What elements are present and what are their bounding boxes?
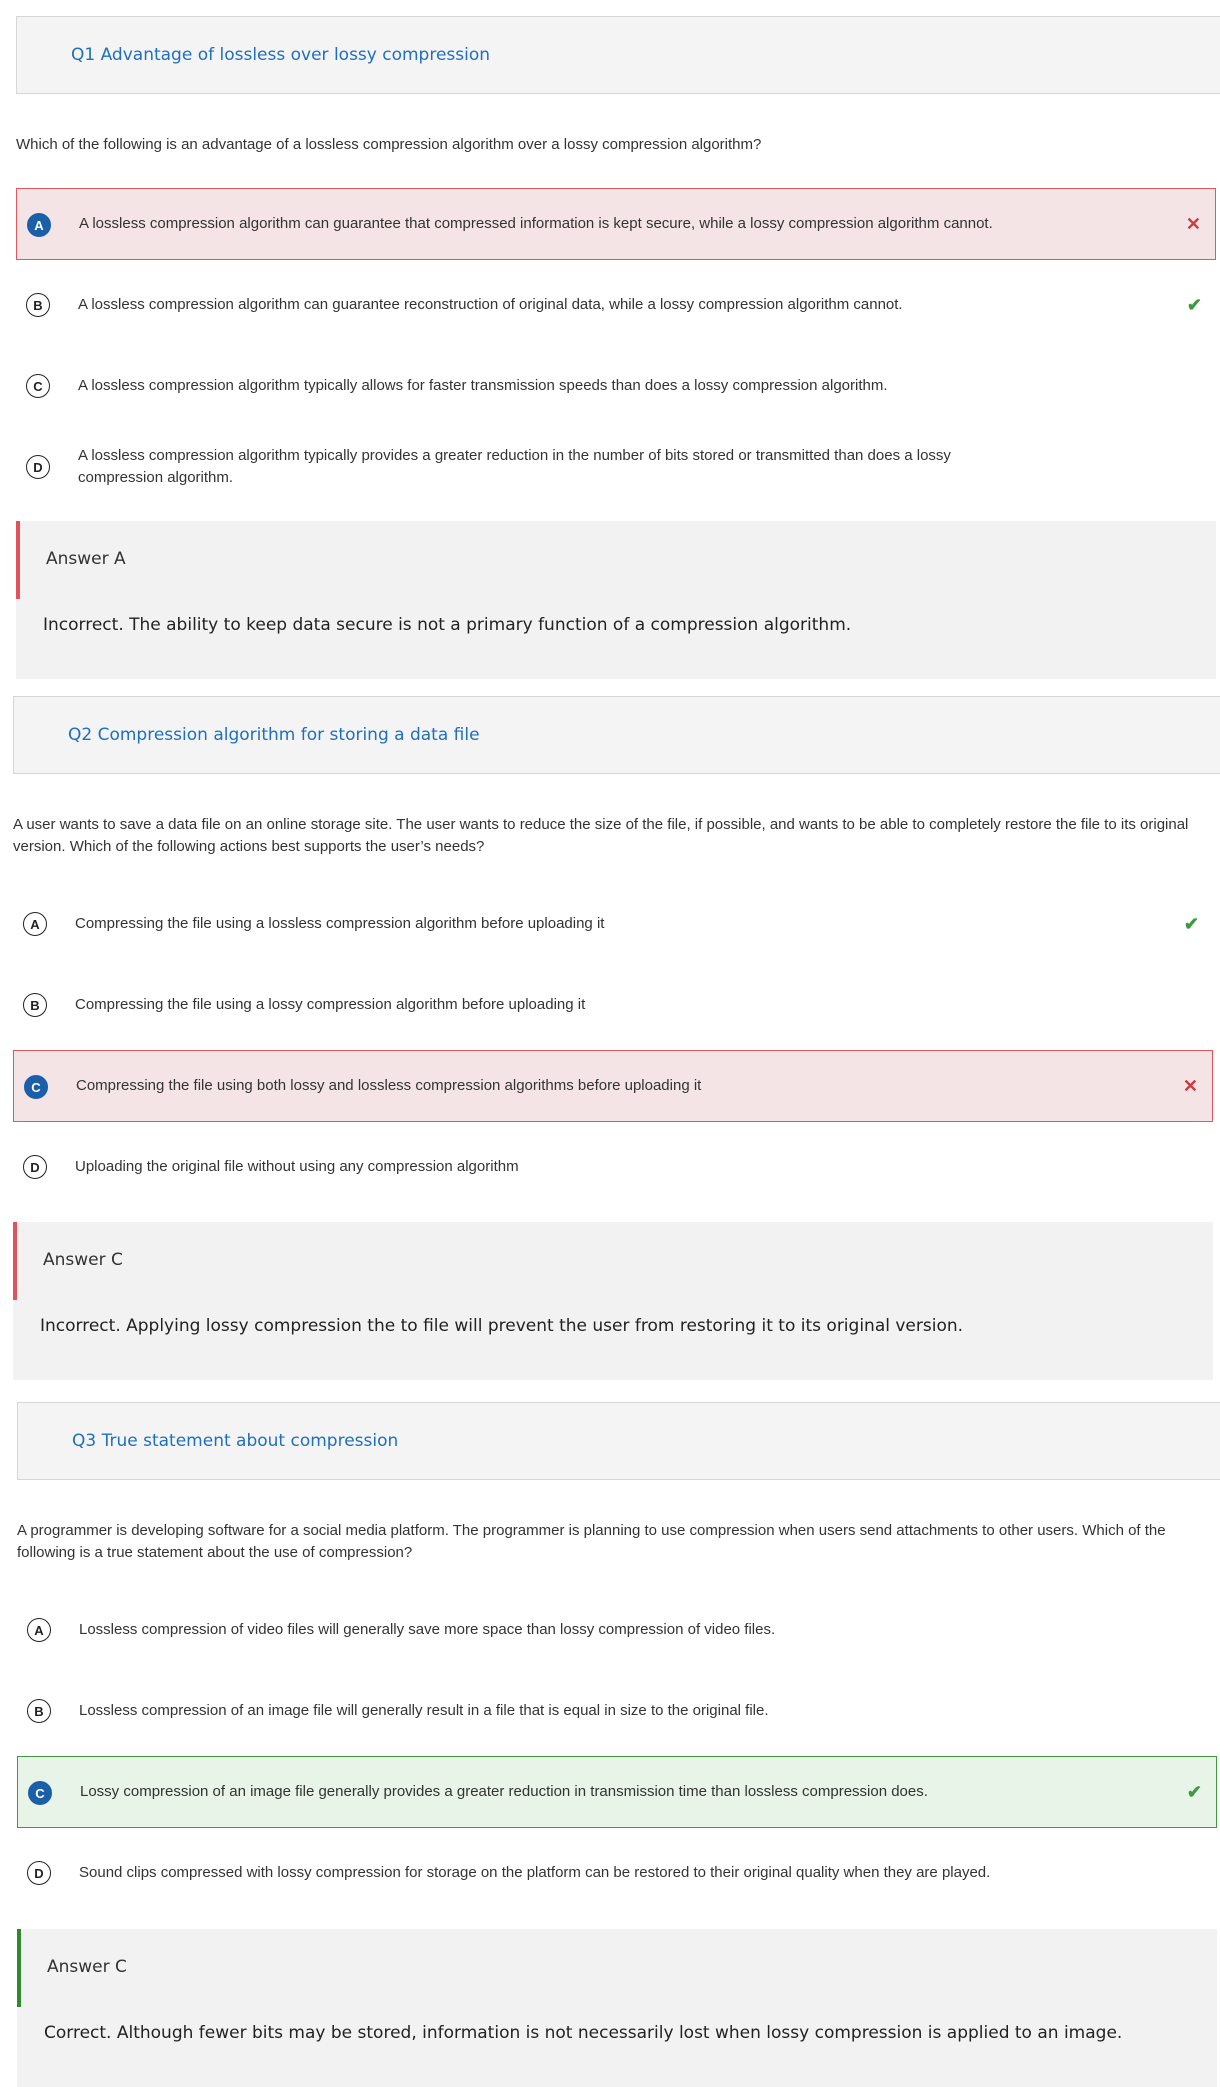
option-b[interactable] <box>16 269 1216 341</box>
option-text: A lossless compression algorithm can guarantee reconstruction of original data, while a lossy compression algorithm cannot. <box>78 296 903 313</box>
option-text: Compressing the file using both lossy and lossless compression algorithms before uploading it <box>76 1077 702 1094</box>
question-stem: A programmer is developing software for a social media platform. The programmer is planning to use compression when users send attachments to other users. Which of the following is a true statement about the use of compression? <box>17 1522 1166 1561</box>
option-c[interactable] <box>13 1050 1213 1122</box>
option-letter-c: C <box>26 374 50 398</box>
option-letter-a: A <box>27 213 51 237</box>
option-a[interactable] <box>16 188 1216 260</box>
option-d[interactable] <box>16 431 1216 503</box>
option-text: A lossless compression algorithm can guarantee that compressed information is kept secure, while a lossy compression algorithm cannot. <box>79 215 993 232</box>
answer-label: Answer A <box>46 549 126 569</box>
option-a[interactable] <box>13 888 1213 960</box>
option-letter-c: C <box>28 1781 52 1805</box>
option-text: Sound clips compressed with lossy compression for storage on the platform can be restored to their original quality when they are played. <box>79 1864 991 1881</box>
option-letter-d: D <box>27 1861 51 1885</box>
option-letter-b: B <box>27 1699 51 1723</box>
option-letter-c: C <box>24 1075 48 1099</box>
question-title[interactable]: Q2 Compression algorithm for storing a data file <box>68 725 480 745</box>
answer-label: Answer C <box>43 1250 123 1270</box>
check-icon: ✔ <box>1186 1782 1202 1802</box>
question-header[interactable] <box>16 16 1220 94</box>
option-letter-b: B <box>26 293 50 317</box>
option-text: Compressing the file using a lossy compression algorithm before uploading it <box>75 996 586 1013</box>
option-d[interactable] <box>13 1131 1213 1203</box>
feedback-status-bar <box>16 521 20 599</box>
option-text: A lossless compression algorithm typically allows for faster transmission speeds than does a lossy compression algorithm. <box>78 377 888 394</box>
option-text: A lossless compression algorithm typically provides a greater reduction in the number of bits stored or transmitted than does a lossy compression algorithm. <box>78 447 951 486</box>
check-icon: ✔ <box>1183 914 1199 934</box>
option-text: Lossless compression of video files will generally save more space than lossy compression of video files. <box>79 1621 776 1638</box>
answer-feedback <box>13 1222 1213 1380</box>
option-a[interactable] <box>17 1594 1217 1666</box>
option-letter-b: B <box>23 993 47 1017</box>
question-title[interactable]: Q1 Advantage of lossless over lossy compression <box>71 45 491 65</box>
answer-feedback <box>16 521 1216 679</box>
feedback-text: Correct. Although fewer bits may be stored, information is not necessarily lost when lossy compression is applied to an image. <box>44 2023 1123 2043</box>
question-stem: A user wants to save a data file on an online storage site. The user wants to reduce the size of the file, if possible, and wants to be able to completely restore the file to its original version. Which of the following actions best supports the user’s needs? <box>13 816 1189 855</box>
question-1 <box>16 16 1220 678</box>
feedback-text: Incorrect. Applying lossy compression the to file will prevent the user from restoring it to its original version. <box>40 1316 964 1336</box>
answer-label: Answer C <box>47 1957 127 1977</box>
option-text: Lossy compression of an image file generally provides a greater reduction in transmission time than lossless compression does. <box>80 1783 928 1800</box>
feedback-status-bar <box>17 1929 21 2007</box>
question-header[interactable] <box>17 1402 1220 1480</box>
option-text: Compressing the file using a lossless compression algorithm before uploading it <box>75 915 605 932</box>
option-text: Lossless compression of an image file will generally result in a file that is equal in size to the original file. <box>79 1702 769 1719</box>
close-icon: ✕ <box>1182 1076 1198 1096</box>
question-2 <box>13 696 1220 1382</box>
answer-feedback <box>17 1929 1217 2087</box>
option-text: Uploading the original file without using any compression algorithm <box>75 1158 519 1175</box>
question-stem: Which of the following is an advantage of a lossless compression algorithm over a lossy compression algorithm? <box>16 136 762 153</box>
close-icon: ✕ <box>1185 214 1201 234</box>
option-letter-d: D <box>26 455 50 479</box>
option-letter-a: A <box>27 1618 51 1642</box>
feedback-status-bar <box>13 1222 17 1300</box>
check-icon: ✔ <box>1186 295 1202 315</box>
question-title[interactable]: Q3 True statement about compression <box>72 1431 399 1451</box>
option-c[interactable] <box>16 350 1216 422</box>
option-d[interactable] <box>17 1837 1217 1909</box>
question-3 <box>17 1402 1220 2082</box>
question-header[interactable] <box>13 696 1220 774</box>
option-b[interactable] <box>13 969 1213 1041</box>
option-letter-d: D <box>23 1155 47 1179</box>
option-c[interactable] <box>17 1756 1217 1828</box>
option-b[interactable] <box>17 1675 1217 1747</box>
option-letter-a: A <box>23 912 47 936</box>
feedback-text: Incorrect. The ability to keep data secure is not a primary function of a compression algorithm. <box>43 615 852 635</box>
